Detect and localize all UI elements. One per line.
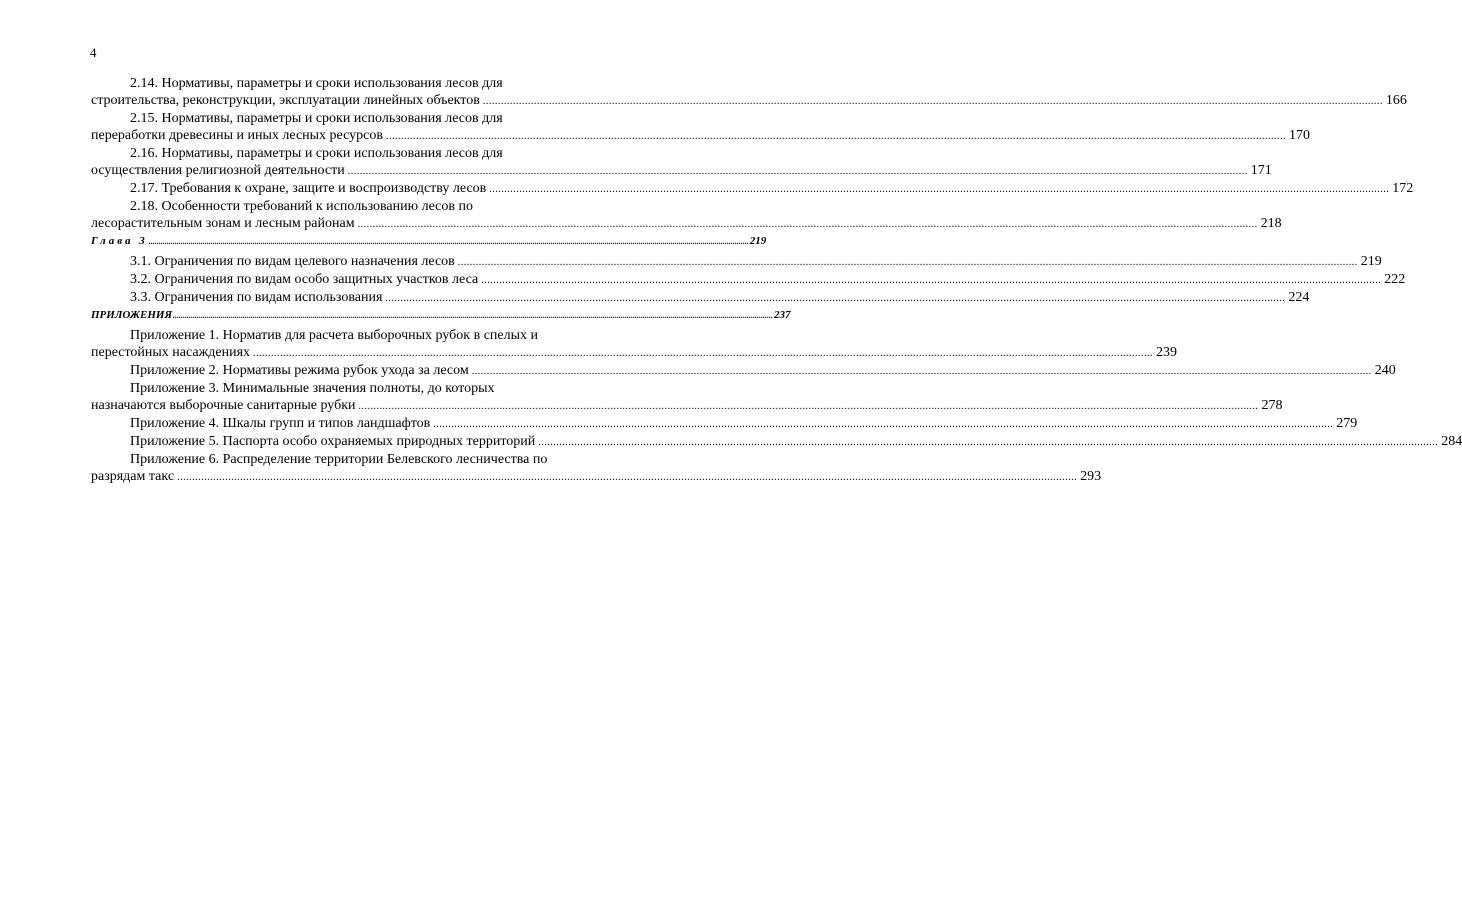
dot-leader: ............................................................................................................................................................................................................................................................................................................ — [385, 131, 1286, 142]
toc-entry-3-3[interactable] — [91, 289, 1310, 307]
dot-leader: ............................................................................................................................................................................................................................................................................................................ — [489, 184, 1390, 195]
toc-page-number: 293 — [1080, 469, 1102, 484]
toc-entry-leader-line — [91, 415, 1358, 433]
toc-entry-title-cont: переработки древесины и иных лесных ресурсов — [91, 128, 383, 143]
toc-chapter-3-heading[interactable] — [91, 233, 767, 250]
toc-entry-title: Приложение 1. Норматив для расчета выборочных рубок в спелых и — [130, 328, 539, 343]
toc-page-number: 171 — [1250, 163, 1272, 178]
dot-leader: ............................................................................................................................................................................................................................................................................................................ — [538, 437, 1439, 448]
toc-page-number: 239 — [1156, 345, 1178, 360]
toc-entry-title: 2.18. Особенности требований к использованию лесов по — [130, 199, 473, 214]
dot-leader: ............................................................................................................................................................................................................................................................................................................ — [173, 311, 774, 320]
toc-entry-appendix-6[interactable] — [91, 451, 1102, 486]
toc-page-number: 279 — [1336, 416, 1358, 431]
dot-leader: ............................................................................................................................................................................................................................................................................................................ — [471, 366, 1372, 377]
toc-entry-title: 2.16. Нормативы, параметры и сроки использования лесов для — [130, 146, 503, 161]
toc-appendices-heading[interactable] — [91, 307, 791, 324]
dot-leader: ............................................................................................................................................................................................................................................................................................................ — [482, 96, 1383, 107]
toc-entry-leader-line — [91, 180, 1414, 198]
toc-entry-title: 2.14. Нормативы, параметры и сроки использования лесов для — [130, 76, 503, 91]
dot-leader: ............................................................................................................................................................................................................................................................................................................ — [358, 401, 1259, 412]
toc-entry-title-cont: разрядам такс — [91, 469, 175, 484]
toc-entry-title: 3.1. Ограничения по видам целевого назначения лесов — [130, 254, 455, 269]
toc-entry-title: 3.3. Ограничения по видам использования — [130, 290, 383, 305]
toc-entry-appendix-2[interactable] — [91, 362, 1396, 380]
toc-page-number: 219 — [1360, 254, 1382, 269]
toc-entry-title-cont: перестойных насаждениях — [91, 345, 251, 360]
toc-page-number: 240 — [1374, 363, 1396, 378]
table-of-contents — [91, 75, 1462, 486]
dot-leader: ............................................................................................................................................................................................................................................................................................................ — [433, 419, 1334, 430]
toc-entry-title-cont: строительства, реконструкции, эксплуатации линейных объектов — [91, 93, 480, 108]
dot-leader: ............................................................................................................................................................................................................................................................................................................ — [347, 166, 1248, 177]
toc-entry-leader-line — [91, 289, 1310, 307]
toc-entry-3-2[interactable] — [91, 271, 1406, 289]
toc-entry-leader-line — [91, 344, 1178, 362]
chapter-title: Глава 3 — [91, 235, 148, 247]
toc-entry-leader-line — [91, 433, 1462, 451]
toc-page-number: 166 — [1385, 93, 1407, 108]
toc-entry-3-1[interactable] — [91, 253, 1382, 271]
toc-entry-leader-line — [91, 271, 1406, 289]
dot-leader: ............................................................................................................................................................................................................................................................................................................ — [148, 237, 749, 246]
toc-entry-leader-line — [91, 397, 1283, 415]
toc-entry-title: Приложение 4. Шкалы групп и типов ландшафтов — [130, 416, 431, 431]
toc-entry-leader-line — [91, 92, 1407, 110]
toc-page-number: 170 — [1288, 128, 1310, 143]
toc-entry-2-18[interactable] — [91, 198, 1282, 233]
dot-leader: ............................................................................................................................................................................................................................................................................................................ — [457, 257, 1358, 268]
toc-entry-appendix-3[interactable] — [91, 380, 1283, 415]
toc-entry-2-17[interactable] — [91, 180, 1414, 198]
toc-entry-leader-line — [91, 362, 1396, 380]
toc-entry-2-15[interactable] — [91, 110, 1310, 145]
toc-entry-leader-line — [91, 253, 1382, 271]
toc-entry-leader-line — [91, 162, 1272, 180]
toc-entry-title: 3.2. Ограничения по видам особо защитных участков леса — [130, 272, 479, 287]
toc-entry-leader-line — [91, 215, 1282, 233]
dot-leader: ............................................................................................................................................................................................................................................................................................................ — [385, 293, 1286, 304]
page-number: 4 — [90, 45, 97, 60]
toc-entry-appendix-4[interactable] — [91, 415, 1358, 433]
toc-entry-appendix-5[interactable] — [91, 433, 1462, 451]
toc-entry-appendix-1[interactable] — [91, 327, 1178, 362]
toc-page-number: 237 — [774, 309, 791, 321]
toc-entry-title: Приложение 2. Нормативы режима рубок ухода за лесом — [130, 363, 469, 378]
toc-page-number: 219 — [749, 235, 767, 247]
toc-page-number: 222 — [1384, 272, 1406, 287]
toc-page-number: 224 — [1288, 290, 1310, 305]
toc-entry-2-16[interactable] — [91, 145, 1272, 180]
dot-leader: ............................................................................................................................................................................................................................................................................................................ — [357, 219, 1258, 230]
toc-entry-leader-line — [91, 127, 1310, 145]
toc-entry-title-cont: назначаются выборочные санитарные рубки — [91, 398, 356, 413]
toc-page-number: 218 — [1260, 216, 1282, 231]
toc-entry-title: Приложение 6. Распределение территории Белевского лесничества по — [130, 452, 548, 467]
toc-entry-title: 2.17. Требования к охране, защите и воспроизводству лесов — [130, 181, 487, 196]
toc-page-number: 284 — [1441, 434, 1462, 449]
dot-leader: ............................................................................................................................................................................................................................................................................................................ — [177, 472, 1078, 483]
toc-entry-title-cont: лесорастительным зонам и лесным районам — [91, 216, 355, 231]
appendices-title: ПРИЛОЖЕНИЯ — [91, 309, 173, 321]
dot-leader: ............................................................................................................................................................................................................................................................................................................ — [481, 275, 1382, 286]
toc-entry-title: Приложение 3. Минимальные значения полноты, до которых — [130, 381, 495, 396]
dot-leader: ............................................................................................................................................................................................................................................................................................................ — [253, 348, 1154, 359]
toc-page-number: 172 — [1392, 181, 1414, 196]
toc-entry-leader-line — [91, 468, 1102, 486]
toc-entry-title: 2.15. Нормативы, параметры и сроки использования лесов для — [130, 111, 503, 126]
toc-entry-title: Приложение 5. Паспорта особо охраняемых природных территорий — [130, 434, 536, 449]
toc-entry-title-cont: осуществления религиозной деятельности — [91, 163, 345, 178]
toc-page-number: 278 — [1261, 398, 1283, 413]
toc-entry-2-14[interactable] — [91, 75, 1407, 110]
